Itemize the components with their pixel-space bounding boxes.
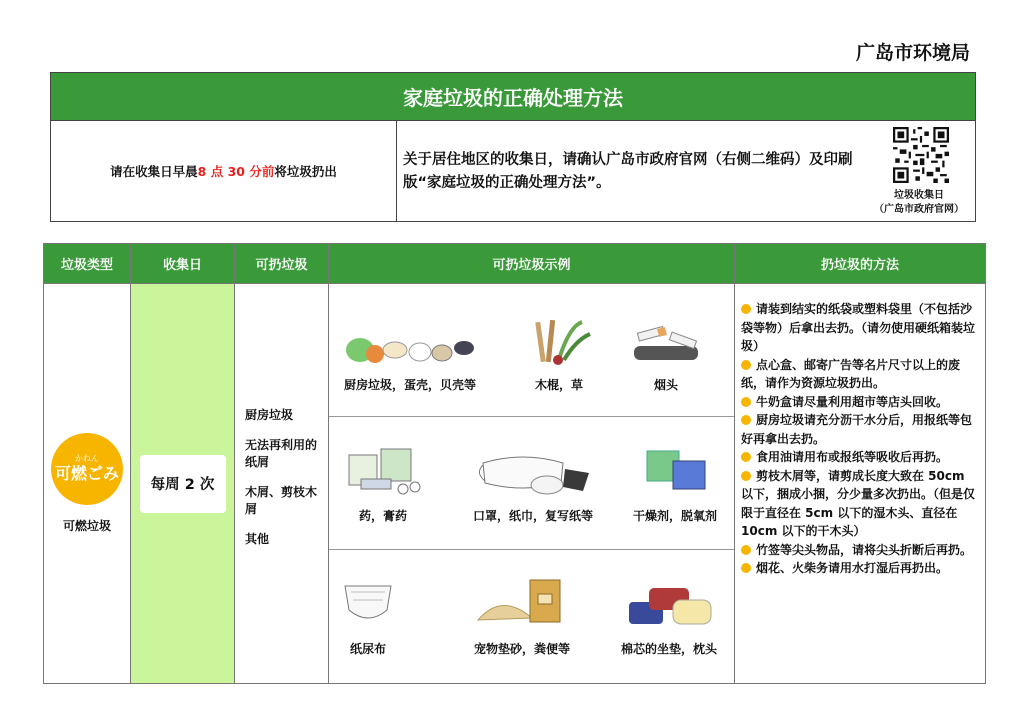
organization-name: 广岛市环境局 [855, 42, 970, 64]
bullet-icon [741, 304, 751, 314]
desiccant-icon [639, 443, 711, 499]
list-item: 无法再利用的纸屑 [245, 437, 318, 469]
example-cushion [607, 578, 731, 657]
method-item [741, 559, 979, 578]
example-label: 棉芯的坐垫，枕头 [620, 642, 717, 656]
method-item [741, 393, 979, 412]
method-text: 请装到结实的纸袋或塑料袋里（不包括沙袋等物）后拿出去扔。（请勿使用硬纸箱装垃圾） [741, 302, 976, 353]
type-cell [44, 284, 131, 684]
example-mask [453, 443, 613, 524]
example-diaper [333, 578, 403, 657]
title-box [50, 72, 976, 222]
examples-row [329, 284, 734, 417]
list-item: 厨房垃圾 [245, 407, 294, 422]
example-cigarettes [611, 322, 721, 393]
example-label: 厨房垃圾，蛋壳，贝壳等 [343, 378, 476, 392]
type-name: 可燃垃圾 [62, 519, 111, 533]
qr-code[interactable] [893, 127, 949, 183]
method-item [741, 300, 979, 356]
time-note-suffix: 将垃圾扔出 [274, 164, 337, 179]
method-text: 食用油请用布或报纸等吸收后再扔。 [756, 450, 949, 464]
qr-caption-line1: 垃圾收集日 [894, 190, 944, 201]
examples-cell [329, 284, 735, 684]
example-desiccant [619, 443, 731, 524]
bullet-icon [741, 360, 751, 370]
example-label: 干燥剂，脱氧剂 [632, 509, 717, 523]
header-items: 可扔垃圾 [235, 244, 329, 284]
cigarette-butts-icon [630, 322, 702, 368]
header-type: 垃圾类型 [44, 244, 131, 284]
example-label: 药，膏药 [358, 509, 407, 523]
bullet-icon [741, 452, 751, 462]
garbage-table [43, 243, 986, 684]
method-text: 烟花、火柴务请用水打湿后再扔出。 [756, 561, 949, 575]
example-label: 木棍，草 [534, 378, 583, 392]
bullet-icon [741, 545, 751, 555]
method-item [741, 448, 979, 467]
mask-tissue-icon [473, 443, 593, 499]
example-kitchen [335, 328, 485, 393]
example-wood [509, 316, 609, 393]
time-note-highlight: 8 点 30 分前 [197, 164, 275, 179]
method-text: 厨房垃圾请充分沥干水分后，用报纸等包好再拿出去扔。 [741, 413, 973, 446]
example-label: 宠物垫砂，粪便等 [473, 642, 570, 656]
method-text: 点心盒、邮寄广告等名片尺寸以上的废纸，请作为资源垃圾扔出。 [741, 357, 961, 390]
method-text: 牛奶盒请尽量利用超市等店头回收。 [756, 394, 949, 409]
pet-litter-icon [472, 570, 572, 632]
bullet-icon [741, 471, 751, 481]
bullet-icon [741, 563, 751, 573]
method-item [741, 467, 979, 541]
wood-grass-icon [524, 316, 594, 368]
medicine-icon [341, 443, 425, 499]
page-title: 家庭垃圾的正确处理方法 [51, 73, 975, 121]
time-note-prefix: 请在收集日早晨 [110, 164, 198, 179]
examples-row [329, 550, 734, 683]
method-text: 剪枝木屑等，请剪成长度大致在 50cm 以下，捆成小捆，分少量多次扔出。（但是仅限于直径在 5cm 以下的湿木头、直径在 10cm 以下的干木头） [741, 468, 976, 538]
qr-caption-line2: （广岛市政府官网） [874, 204, 964, 215]
list-item: 其他 [245, 531, 270, 546]
diaper-icon [339, 578, 397, 632]
official-site-notice: 关于居住地区的收集日，请确认广岛市政府官网（右侧二维码）及印刷版“家庭垃圾的正确处理方法”。 [403, 152, 853, 191]
qr-caption [867, 189, 971, 217]
method-cell [735, 284, 986, 684]
example-label: 烟头 [653, 378, 678, 392]
burnable-jp-label: 可燃ごみ [54, 464, 119, 483]
example-medicine [333, 443, 433, 524]
examples-row [329, 417, 734, 550]
example-pet-litter [447, 570, 597, 657]
example-label: 口罩，纸巾，复写纸等 [472, 509, 593, 523]
method-item [741, 356, 979, 393]
collection-frequency: 每周 2 次 [140, 455, 226, 513]
collection-time-note [51, 121, 397, 221]
bullet-icon [741, 415, 751, 425]
cushion-pillow-icon [621, 578, 717, 632]
day-cell [131, 284, 235, 684]
header-day: 收集日 [131, 244, 235, 284]
kitchen-waste-icon [340, 328, 480, 368]
method-item [741, 411, 979, 448]
list-item: 木屑、剪枝木屑 [245, 484, 318, 516]
header-examples: 可扔垃圾示例 [329, 244, 735, 284]
method-text: 竹签等尖头物品，请将尖头折断后再扔。 [756, 542, 973, 557]
burnable-badge [51, 433, 123, 505]
example-label: 纸尿布 [349, 642, 386, 656]
bullet-icon [741, 397, 751, 407]
header-method: 扔垃圾的方法 [735, 244, 986, 284]
items-cell [235, 284, 329, 684]
burnable-ruby: かねん [75, 454, 99, 463]
method-item [741, 541, 979, 560]
